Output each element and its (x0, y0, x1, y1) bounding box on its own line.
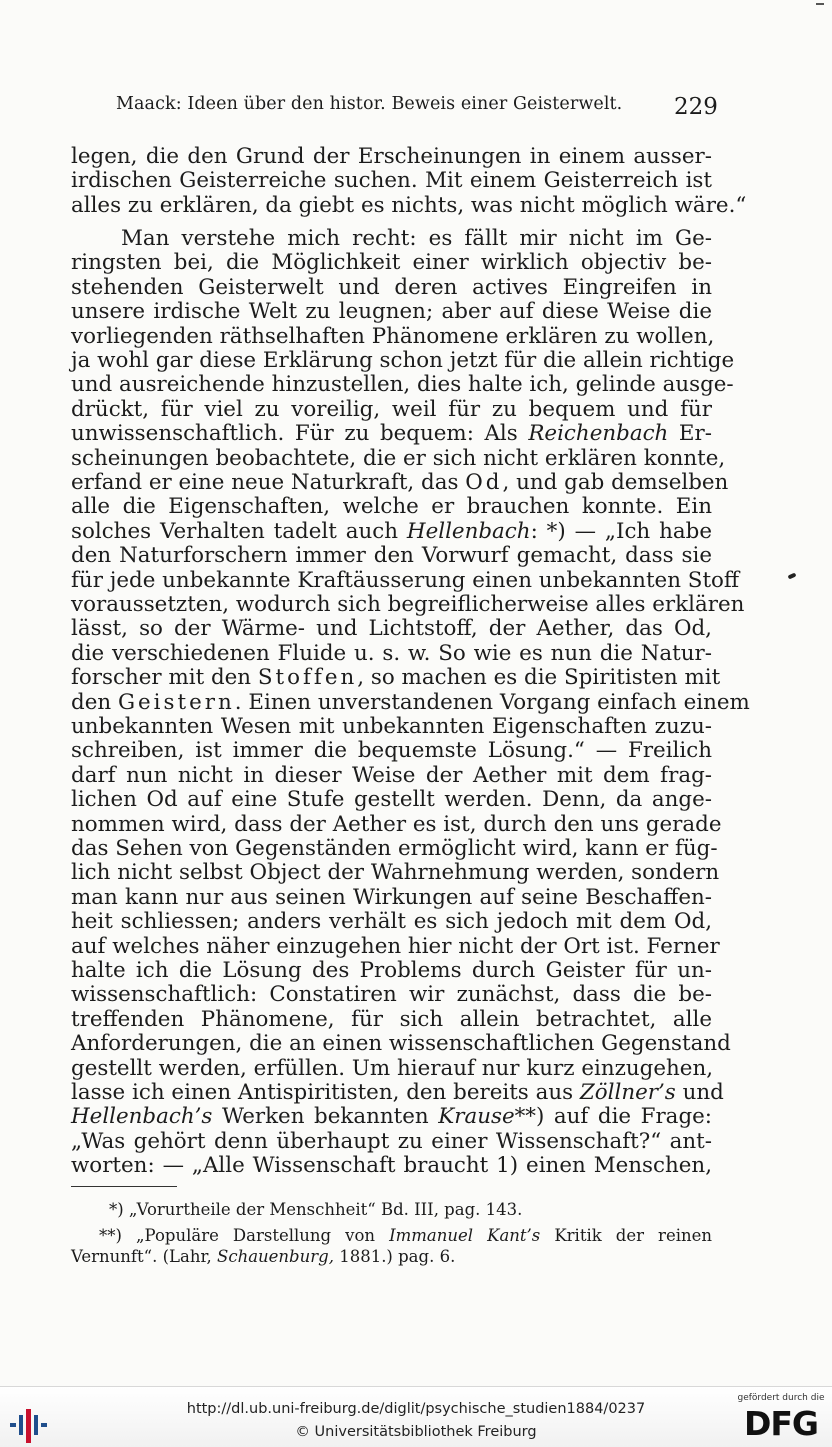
text-line: alle die Eigenschaften, welche er brauchen konnte. Ein (71, 494, 712, 520)
text-line: ringsten bei, die Möglichkeit einer wirklich objectiv be- (71, 250, 712, 276)
text-line (71, 470, 729, 495)
dfg-wordmark: DFG (743, 1404, 819, 1443)
text-line: darf nun nicht in dieser Weise der Aether mit dem frag- (71, 762, 712, 788)
text-run: **) „Populäre Darstellung von (99, 1226, 390, 1245)
text-run: erfand er eine neue Naturkraft, das (71, 470, 466, 495)
text-line: worten: — „Alle Wissenschaft braucht 1) einen Menschen, (71, 1153, 712, 1179)
text-line: treffenden Phänomene, für sich allein betrachtet, alle (71, 1006, 712, 1032)
text-line: wissenschaftlich: Constatiren wir zunächst, dass die be- (71, 982, 712, 1008)
text-run: 1881.) pag. 6. (333, 1247, 456, 1266)
text-run: forscher mit den (71, 665, 258, 691)
publisher-name: Schauenburg, (217, 1247, 334, 1266)
running-head: Maack: Ideen über den histor. Beweis einer Geisterwelt. (116, 94, 623, 114)
text-line: den Naturforschern immer den Vorwurf gemacht, dass sie (71, 543, 712, 569)
text-line: drückt, für viel zu voreilig, weil für zu bequem und für (71, 396, 712, 422)
person-name: Hellenbach (406, 518, 531, 544)
text-line (71, 1104, 712, 1129)
footnote-2-continued (71, 1246, 455, 1267)
text-line (71, 421, 712, 446)
person-name: Reichenbach (528, 421, 669, 447)
text-line: unbekannten Wesen mit unbekannten Eigenschaften zuzu- (71, 714, 712, 739)
permalink-link[interactable]: http://dl.ub.uni-freiburg.de/diglit/psychische_studien1884/0237 (186, 1401, 646, 1417)
viewer-footer (0, 1386, 832, 1447)
spaced-term: Geistern (117, 689, 235, 715)
text-line: irdischen Geisterreiche suchen. Mit einem Geisterreich ist (71, 168, 712, 194)
text-line: auf welches näher einzugehen hier nicht der Ort ist. Ferner (71, 933, 720, 959)
text-line (71, 519, 712, 544)
text-line: alles zu erklären, da giebt es nichts, was nicht möglich wäre.“ (71, 192, 747, 218)
text-line: „Was gehört denn überhaupt zu einer Wissenschaft?“ ant- (71, 1128, 712, 1154)
dfg-caption: gefördert durch die (737, 1393, 825, 1403)
text-line: unsere irdische Welt zu leugnen; aber auf diese Weise die (71, 299, 712, 325)
text-line: lichen Od auf eine Stufe gestellt werden. Denn, da ange- (71, 787, 712, 813)
text-line: legen, die den Grund der Erscheinungen in einem ausser- (71, 144, 712, 169)
spaced-term: Stoffen (257, 665, 358, 691)
footnote-rule (71, 1186, 177, 1187)
text-line (71, 1080, 724, 1105)
text-run: , so machen es die Spiritisten mit (357, 665, 721, 691)
text-line: lässt, so der Wärme- und Lichtstoff, der Aether, das Od, (71, 616, 712, 642)
text-line: Anforderungen, die an einen wissenschaftlichen Gegenstand (71, 1031, 731, 1057)
text-run: Kritik der reinen (540, 1226, 713, 1245)
text-run: solches Verhalten tadelt auch (71, 518, 407, 544)
text-run: und (675, 1080, 724, 1105)
footnote-1: *) „Vorurtheile der Menschheit“ Bd. III, pag. 143. (109, 1200, 523, 1219)
ink-mark (788, 572, 797, 579)
copyright-text: © Universitätsbibliothek Freiburg (295, 1424, 537, 1440)
person-name: Krause (438, 1104, 515, 1130)
text-line: lich nicht selbst Object der Wahrnehmung werden, sondern (71, 860, 720, 886)
text-run: : *) — „Ich habe (530, 518, 712, 544)
text-run: **) auf die Frage: (514, 1104, 712, 1130)
text-line: schreiben, ist immer die bequemste Lösung.“ — Freilich (71, 738, 712, 764)
text-line: man kann nur aus seinen Wirkungen auf seine Beschaffen- (71, 884, 712, 910)
text-line: das Sehen von Gegenständen ermöglicht wird, kann er füg- (71, 836, 718, 861)
scan-corner-mark (816, 3, 824, 5)
text-run: Vernunft“. (Lahr, (71, 1247, 218, 1266)
text-line: vorliegenden räthselhaften Phänomene erklären zu wollen, (71, 323, 715, 349)
page-number: 229 (674, 94, 718, 120)
text-line: ja wohl gar diese Erklärung schon jetzt für die allein richtige (71, 348, 735, 373)
text-run: lasse ich einen Antispiritisten, den bereits aus (71, 1080, 580, 1105)
text-run: , und gab demselben (502, 470, 729, 495)
person-name: Zöllner’s (579, 1080, 676, 1105)
text-line: scheinungen beobachtete, die er sich nicht erklären konnte, (71, 445, 726, 471)
text-line: und ausreichende hinzustellen, dies halte ich, gelinde ausge- (71, 372, 734, 398)
text-line: gestellt werden, erfüllen. Um hierauf nur kurz einzugehen, (71, 1055, 714, 1081)
text-run: den (71, 689, 118, 715)
person-name: Immanuel Kant’s (389, 1226, 541, 1245)
text-line: Man verstehe mich recht: es fällt mir nicht im Ge- (121, 226, 712, 251)
dfg-logo (734, 1393, 828, 1445)
text-run: . Einen unverstandenen Vorgang einfach einem (234, 689, 750, 715)
text-line: halte ich die Lösung des Problems durch Geister für un- (71, 958, 712, 983)
text-line: für jede unbekannte Kraftäusserung einen unbekannten Stoff (71, 567, 740, 593)
text-line: die verschiedenen Fluide u. s. w. So wie es nun die Natur- (71, 640, 712, 666)
text-line: nommen wird, dass der Aether es ist, durch den uns gerade (71, 811, 722, 837)
footnote-2 (99, 1225, 712, 1246)
person-name: Hellenbach’s (71, 1104, 213, 1130)
text-line: heit schliessen; anders verhält es sich jedoch mit dem Od, (71, 909, 712, 935)
spaced-term: Od (465, 470, 503, 495)
text-run: unwissenschaftlich. Für zu bequem: Als (71, 421, 529, 447)
text-run: Er- (668, 421, 712, 447)
text-line (71, 665, 721, 691)
text-line: voraussetzten, wodurch sich begreiflicherweise alles erklären (71, 592, 745, 617)
text-run: Werken bekannten (212, 1104, 439, 1130)
text-line (71, 689, 750, 715)
text-line: stehenden Geisterwelt und deren actives Eingreifen in (71, 274, 712, 300)
